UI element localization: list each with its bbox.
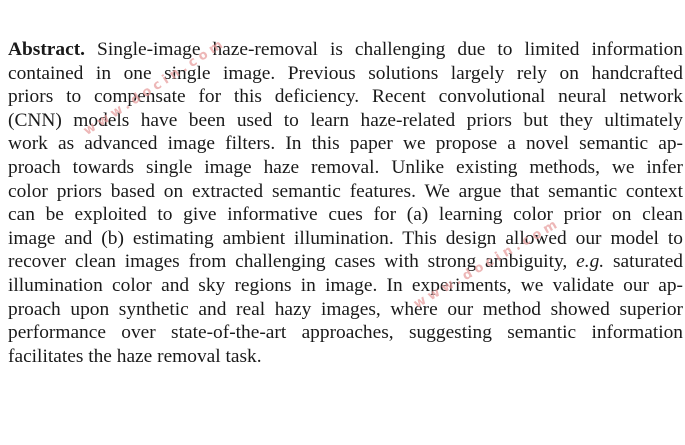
watermark-docin: www.docin.com: [411, 215, 564, 312]
abstract-line-8: can be exploited to give informative cues for (a) learning color prior on clean: [8, 204, 683, 226]
abstract-text-10b: saturated: [604, 251, 683, 273]
eg-abbreviation: e.g.: [576, 251, 605, 273]
abstract-text-1: Single-image haze-removal is challenging due to limited information: [85, 39, 683, 60]
abstract-line-10: [8, 250, 683, 274]
abstract-line-2: contained in one single image. Previous solutions largely rely on handcrafted: [8, 62, 683, 84]
abstract-line-12: proach upon synthetic and real hazy images, where our method showed superior: [8, 298, 683, 320]
abstract-line-3: priors to compensate for this deficiency. Recent convolutional neural network: [8, 86, 683, 108]
abstract-line-6: proach towards single image haze removal. Unlike existing methods, we infer: [8, 156, 683, 178]
abstract-line-7: color priors based on extracted semantic features. We argue that semantic context: [8, 180, 683, 202]
abstract-line-14: facilitates the haze removal task.: [8, 345, 262, 367]
abstract-line-5: work as advanced image filters. In this paper we propose a novel semantic ap-: [8, 133, 683, 155]
abstract-label: Abstract.: [8, 39, 86, 60]
abstract-line-4: (CNN) models have been used to learn haze-related priors but they ultimately: [8, 109, 683, 131]
abstract-paragraph: [8, 38, 683, 368]
abstract-line-1: [8, 38, 683, 62]
abstract-text-10a: recover clean images from challenging cases with strong ambiguity,: [8, 251, 577, 273]
watermark-docin: www.docin.com: [80, 35, 230, 139]
abstract-line-11: illumination color and sky regions in image. In experiments, we validate our ap-: [8, 274, 683, 296]
abstract-line-9: image and (b) estimating ambient illumination. This design allowed our model to: [8, 227, 683, 249]
abstract-line-13: performance over state-of-the-art approaches, suggesting semantic information: [8, 322, 683, 344]
